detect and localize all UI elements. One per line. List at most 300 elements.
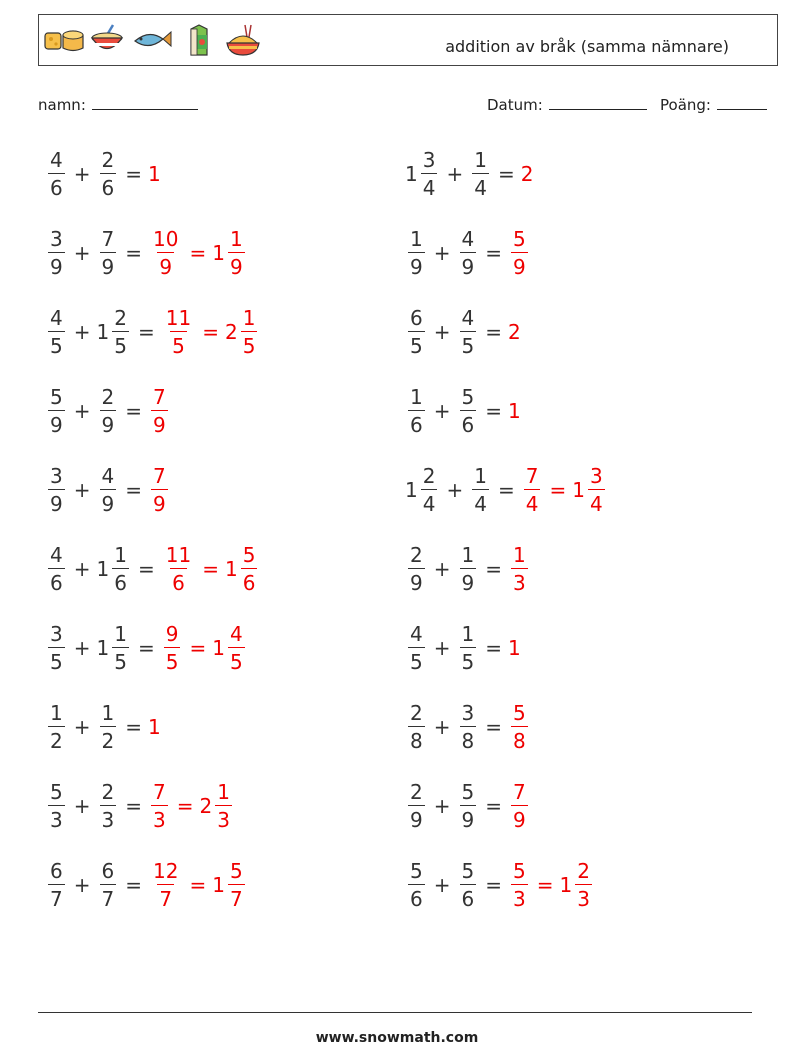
- plus-sign: +: [433, 794, 451, 818]
- term-denominator: 9: [48, 489, 65, 514]
- plus-sign: +: [73, 241, 91, 265]
- term-denominator: 6: [460, 884, 477, 909]
- term-fraction: [112, 308, 129, 356]
- term-fraction: [460, 308, 477, 356]
- term-numerator: 6: [50, 859, 63, 883]
- term-denominator: 5: [48, 647, 65, 672]
- plus-sign: +: [446, 478, 464, 502]
- term-numerator: 4: [101, 464, 115, 488]
- date-label: Datum:: [487, 96, 543, 114]
- answer-fraction: [164, 624, 181, 672]
- term-numerator: 1: [461, 543, 475, 567]
- term-denominator: 7: [48, 884, 65, 909]
- term-denominator: 6: [408, 884, 425, 909]
- term-fraction: [100, 150, 117, 198]
- answer-denominator: 4: [588, 489, 605, 514]
- term-denominator: 6: [100, 173, 117, 198]
- answer-numerator: 5: [229, 859, 243, 883]
- term-numerator: 2: [422, 464, 436, 488]
- equals-sign: =: [485, 241, 502, 265]
- answer-fraction: [151, 387, 168, 435]
- answer-denominator: 3: [511, 884, 528, 909]
- plus-sign: +: [433, 320, 451, 344]
- answer: [148, 387, 171, 435]
- answer: [161, 545, 261, 593]
- term-fraction: [48, 545, 65, 593]
- answer: [508, 636, 521, 660]
- answer-fraction: [511, 703, 528, 751]
- term-denominator: 5: [112, 647, 129, 672]
- term-fraction: [48, 466, 65, 514]
- answer-whole: 1: [508, 399, 521, 423]
- term-fraction: [472, 150, 489, 198]
- problem-item: [405, 302, 521, 362]
- answer-numerator: 1: [229, 227, 243, 251]
- answer-whole: 1: [572, 478, 585, 502]
- problem-item: [45, 618, 248, 678]
- plus-sign: +: [73, 557, 91, 581]
- term-denominator: 4: [421, 489, 438, 514]
- term-numerator: 3: [461, 701, 475, 725]
- answer-numerator: 3: [589, 464, 603, 488]
- answer-numerator: 1: [242, 306, 256, 330]
- term-fraction: [100, 229, 117, 277]
- term-denominator: 6: [408, 410, 425, 435]
- equals-sign: =: [137, 320, 155, 344]
- equals-sign: =: [125, 478, 142, 502]
- answer-numerator: 5: [513, 701, 526, 725]
- term-numerator: 1: [114, 543, 127, 567]
- answer-fraction: [588, 466, 605, 514]
- answer-whole: 2: [508, 320, 521, 344]
- answer: [148, 229, 248, 277]
- term-fraction: [48, 150, 65, 198]
- answer-fraction: [575, 861, 592, 909]
- answer: [148, 861, 248, 909]
- answer-whole: 1: [148, 162, 161, 186]
- plus-sign: +: [433, 241, 451, 265]
- term-denominator: 6: [48, 568, 65, 593]
- answer-denominator: 5: [170, 331, 187, 356]
- answer-whole: 1: [212, 873, 225, 897]
- term-denominator: 3: [100, 805, 117, 830]
- term-fraction: [100, 466, 117, 514]
- term-denominator: 4: [421, 173, 438, 198]
- term-numerator: 2: [410, 543, 423, 567]
- answer-denominator: 3: [575, 884, 592, 909]
- answer: [508, 229, 531, 277]
- term-whole: 1: [96, 320, 110, 344]
- answer-denominator: 6: [170, 568, 187, 593]
- answer-equals-sign: =: [189, 636, 207, 660]
- term-denominator: 4: [472, 173, 489, 198]
- equals-sign: =: [485, 399, 502, 423]
- problem-item: [405, 539, 531, 599]
- date-blank[interactable]: [549, 95, 647, 110]
- juice-carton-icon: [185, 23, 213, 57]
- problem-item: [45, 460, 171, 520]
- answer-whole: 1: [508, 636, 521, 660]
- term-denominator: 5: [48, 331, 65, 356]
- term-fraction: [100, 703, 117, 751]
- term-fraction: [408, 545, 425, 593]
- term-numerator: 7: [101, 227, 115, 251]
- answer-fraction: [228, 624, 245, 672]
- term-whole: 1: [96, 636, 110, 660]
- term-numerator: 4: [461, 227, 475, 251]
- term-fraction: [48, 624, 65, 672]
- term-numerator: 5: [410, 859, 423, 883]
- problem-item: [45, 697, 161, 757]
- term-denominator: 9: [408, 568, 425, 593]
- equals-sign: =: [485, 557, 502, 581]
- answer-denominator: 9: [511, 252, 528, 277]
- answer-numerator: 5: [242, 543, 256, 567]
- term-numerator: 4: [50, 543, 63, 567]
- term-numerator: 1: [474, 148, 487, 172]
- answer-fraction: [164, 308, 193, 356]
- term-fraction: [408, 308, 425, 356]
- answer-numerator: 7: [153, 385, 166, 409]
- problem-item: [405, 460, 608, 520]
- term-numerator: 3: [50, 464, 63, 488]
- term-denominator: 9: [100, 410, 117, 435]
- term-fraction: [408, 861, 425, 909]
- answer-numerator: 5: [513, 227, 526, 251]
- noodle-bowl-icon: [223, 23, 263, 59]
- answer-denominator: 3: [215, 805, 232, 830]
- answer-denominator: 9: [151, 489, 168, 514]
- answer-fraction: [228, 229, 245, 277]
- term-numerator: 2: [410, 701, 423, 725]
- answer-numerator: 7: [153, 780, 166, 804]
- problem-item: [45, 144, 161, 204]
- answer-denominator: 5: [228, 647, 245, 672]
- equals-sign: =: [485, 320, 502, 344]
- term-denominator: 6: [460, 410, 477, 435]
- problem-item: [45, 855, 248, 915]
- term-numerator: 2: [101, 780, 115, 804]
- answer-denominator: 8: [511, 726, 528, 751]
- term-fraction: [460, 703, 477, 751]
- answer-equals-sign: =: [176, 794, 194, 818]
- term-fraction: [460, 782, 477, 830]
- term-denominator: 5: [460, 647, 477, 672]
- term-denominator: 9: [408, 252, 425, 277]
- answer: [508, 399, 521, 423]
- term-whole: 1: [405, 478, 418, 502]
- term-numerator: 3: [50, 227, 63, 251]
- answer-fraction: [241, 545, 258, 593]
- answer-fraction: [511, 229, 528, 277]
- term-denominator: 9: [48, 252, 65, 277]
- answer-numerator: 11: [165, 543, 192, 567]
- term-whole: 1: [405, 162, 418, 186]
- problem-item: [405, 776, 531, 836]
- answer-fraction: [228, 861, 245, 909]
- term-numerator: 4: [461, 306, 475, 330]
- term-fraction: [100, 782, 117, 830]
- term-denominator: 9: [460, 568, 477, 593]
- term-fraction: [460, 387, 477, 435]
- term-numerator: 5: [50, 780, 63, 804]
- answer-fraction: [524, 466, 541, 514]
- term-denominator: 7: [100, 884, 117, 909]
- problem-item: [45, 539, 260, 599]
- term-denominator: 5: [112, 331, 129, 356]
- term-fraction: [421, 466, 438, 514]
- answer-numerator: 1: [217, 780, 230, 804]
- term-numerator: 1: [410, 385, 423, 409]
- plus-sign: +: [73, 478, 91, 502]
- name-field: [38, 95, 198, 114]
- equals-sign: =: [125, 241, 142, 265]
- answer-numerator: 11: [165, 306, 192, 330]
- term-numerator: 1: [410, 227, 423, 251]
- answer-denominator: 7: [228, 884, 245, 909]
- problem-item: [405, 381, 521, 441]
- term-fraction: [48, 782, 65, 830]
- problem-item: [405, 697, 531, 757]
- term-fraction: [48, 703, 65, 751]
- answer: [148, 782, 235, 830]
- problem-item: [45, 776, 235, 836]
- answer-fraction: [511, 545, 528, 593]
- term-fraction: [100, 387, 117, 435]
- term-denominator: 2: [48, 726, 65, 751]
- term-numerator: 2: [101, 385, 115, 409]
- answer-denominator: 6: [241, 568, 258, 593]
- term-fraction: [421, 150, 438, 198]
- problem-item: [405, 223, 531, 283]
- answer-numerator: 7: [513, 780, 526, 804]
- term-numerator: 2: [114, 306, 127, 330]
- term-fraction: [460, 624, 477, 672]
- term-fraction: [460, 229, 477, 277]
- term-numerator: 1: [114, 622, 127, 646]
- answer-whole: 1: [212, 636, 225, 660]
- answer-numerator: 12: [153, 859, 179, 883]
- term-numerator: 1: [50, 701, 63, 725]
- term-numerator: 5: [461, 385, 475, 409]
- answer-denominator: 5: [164, 647, 181, 672]
- footer-url: www.snowmath.com: [315, 1030, 479, 1046]
- term-fraction: [408, 624, 425, 672]
- problem-item: [45, 223, 248, 283]
- score-field: [660, 95, 767, 114]
- answer: [161, 308, 261, 356]
- term-denominator: 8: [460, 726, 477, 751]
- plus-sign: +: [433, 557, 451, 581]
- answer-denominator: 9: [511, 805, 528, 830]
- footer-divider: [38, 1012, 752, 1013]
- worksheet-title: addition av bråk (samma nämnare): [445, 37, 729, 56]
- answer-denominator: 4: [524, 489, 541, 514]
- answer-denominator: 3: [511, 568, 528, 593]
- equals-sign: =: [485, 794, 502, 818]
- term-denominator: 6: [48, 173, 65, 198]
- name-label: namn:: [38, 96, 86, 114]
- term-fraction: [408, 782, 425, 830]
- equals-sign: =: [125, 162, 142, 186]
- answer-fraction: [151, 782, 168, 830]
- answer: [521, 162, 534, 186]
- term-fraction: [408, 229, 425, 277]
- answer: [508, 782, 531, 830]
- answer-numerator: 9: [165, 622, 179, 646]
- answer-equals-sign: =: [536, 873, 554, 897]
- term-numerator: 1: [474, 464, 487, 488]
- answer: [148, 715, 161, 739]
- plus-sign: +: [73, 873, 91, 897]
- answer-whole: 2: [224, 320, 238, 344]
- answer-denominator: 5: [241, 331, 258, 356]
- equals-sign: =: [125, 715, 142, 739]
- term-denominator: 9: [408, 805, 425, 830]
- term-denominator: 6: [112, 568, 129, 593]
- answer-fraction: [511, 861, 528, 909]
- term-fraction: [48, 308, 65, 356]
- answer-numerator: 1: [513, 543, 526, 567]
- term-denominator: 9: [100, 252, 117, 277]
- score-blank[interactable]: [717, 95, 767, 110]
- term-fraction: [112, 545, 129, 593]
- plus-sign: +: [73, 399, 91, 423]
- answer: [508, 861, 595, 909]
- answer-whole: 2: [520, 162, 534, 186]
- term-numerator: 5: [461, 780, 475, 804]
- term-fraction: [460, 861, 477, 909]
- term-numerator: 1: [461, 622, 475, 646]
- answer-equals-sign: =: [549, 478, 567, 502]
- term-fraction: [472, 466, 489, 514]
- plus-sign: +: [433, 636, 451, 660]
- answer-fraction: [511, 782, 528, 830]
- term-fraction: [408, 387, 425, 435]
- answer: [521, 466, 608, 514]
- answer-fraction: [151, 229, 180, 277]
- term-fraction: [100, 861, 117, 909]
- answer-numerator: 7: [525, 464, 539, 488]
- term-fraction: [48, 861, 65, 909]
- term-denominator: 9: [48, 410, 65, 435]
- equals-sign: =: [125, 399, 142, 423]
- answer-numerator: 2: [577, 859, 590, 883]
- term-denominator: 8: [408, 726, 425, 751]
- term-numerator: 2: [410, 780, 423, 804]
- answer-fraction: [151, 861, 180, 909]
- term-denominator: 9: [460, 805, 477, 830]
- porridge-bowl-icon: [89, 23, 125, 55]
- term-whole: 1: [96, 557, 110, 581]
- answer: [161, 624, 248, 672]
- problem-item: [405, 144, 533, 204]
- answer-denominator: 3: [151, 805, 168, 830]
- term-numerator: 4: [410, 622, 423, 646]
- answer-equals-sign: =: [202, 320, 219, 344]
- plus-sign: +: [433, 873, 451, 897]
- answer-whole: 1: [224, 557, 238, 581]
- term-fraction: [112, 624, 129, 672]
- term-denominator: 9: [460, 252, 477, 277]
- answer: [148, 162, 161, 186]
- term-fraction: [408, 703, 425, 751]
- answer-equals-sign: =: [189, 873, 207, 897]
- problem-item: [45, 302, 260, 362]
- term-denominator: 2: [100, 726, 117, 751]
- term-denominator: 5: [408, 647, 425, 672]
- answer: [508, 703, 531, 751]
- term-numerator: 6: [101, 859, 115, 883]
- date-field: [487, 95, 647, 114]
- answer-whole: 1: [148, 715, 161, 739]
- term-numerator: 6: [410, 306, 423, 330]
- answer-denominator: 9: [151, 410, 168, 435]
- answer-denominator: 9: [228, 252, 245, 277]
- name-blank[interactable]: [92, 95, 198, 110]
- answer-numerator: 5: [513, 859, 526, 883]
- fish-icon: [131, 23, 173, 55]
- term-numerator: 1: [101, 701, 115, 725]
- equals-sign: =: [497, 162, 515, 186]
- equals-sign: =: [485, 715, 502, 739]
- answer: [508, 545, 531, 593]
- equals-sign: =: [485, 636, 502, 660]
- term-denominator: 5: [460, 331, 477, 356]
- equals-sign: =: [137, 636, 155, 660]
- answer-denominator: 7: [157, 884, 174, 909]
- term-denominator: 9: [100, 489, 117, 514]
- term-denominator: 4: [472, 489, 489, 514]
- term-numerator: 5: [50, 385, 63, 409]
- term-denominator: 5: [408, 331, 425, 356]
- answer-whole: 2: [199, 794, 213, 818]
- equals-sign: =: [137, 557, 155, 581]
- term-fraction: [48, 229, 65, 277]
- answer-fraction: [241, 308, 258, 356]
- plus-sign: +: [73, 162, 91, 186]
- equals-sign: =: [125, 873, 142, 897]
- answer-whole: 1: [559, 873, 573, 897]
- term-denominator: 3: [48, 805, 65, 830]
- problem-item: [405, 618, 521, 678]
- problem-item: [45, 381, 171, 441]
- term-fraction: [48, 387, 65, 435]
- problem-item: [405, 855, 595, 915]
- answer-fraction: [164, 545, 193, 593]
- answer-equals-sign: =: [189, 241, 207, 265]
- cheese-icon: [43, 23, 85, 55]
- answer: [148, 466, 171, 514]
- plus-sign: +: [73, 794, 91, 818]
- plus-sign: +: [433, 715, 451, 739]
- equals-sign: =: [125, 794, 142, 818]
- term-numerator: 3: [422, 148, 436, 172]
- plus-sign: +: [73, 715, 91, 739]
- answer: [508, 320, 521, 344]
- plus-sign: +: [73, 636, 91, 660]
- answer-fraction: [151, 466, 168, 514]
- header-box: [38, 14, 778, 66]
- answer-numerator: 10: [153, 227, 179, 251]
- answer-fraction: [215, 782, 232, 830]
- answer-numerator: 4: [229, 622, 243, 646]
- score-label: Poäng:: [660, 96, 711, 114]
- term-numerator: 4: [50, 306, 63, 330]
- term-numerator: 2: [101, 148, 115, 172]
- plus-sign: +: [73, 320, 91, 344]
- answer-numerator: 7: [153, 464, 166, 488]
